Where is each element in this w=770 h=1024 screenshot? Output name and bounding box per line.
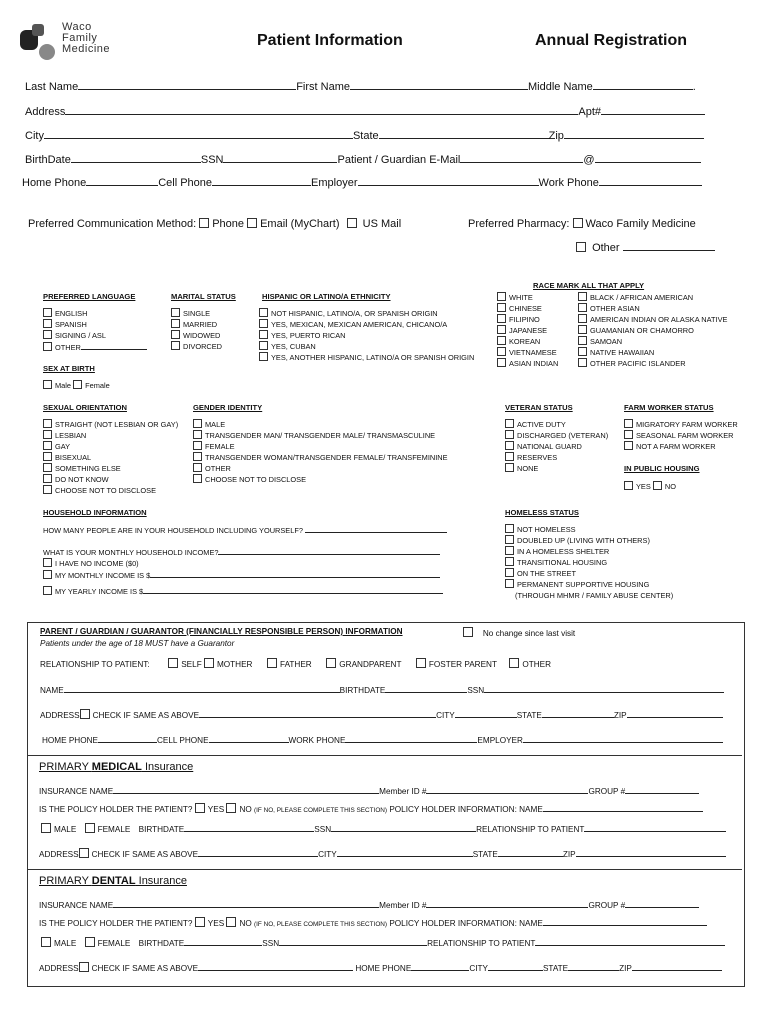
rel-other-checkbox[interactable] [509, 658, 519, 668]
zip-field[interactable] [564, 127, 704, 139]
med-zip-field[interactable] [576, 847, 726, 857]
work-phone-label: Work Phone [538, 177, 599, 189]
homeless-list [505, 524, 673, 601]
den-no-label: NO [239, 919, 252, 928]
orientation-list [43, 419, 178, 496]
relationship-label: RELATIONSHIP TO PATIENT: [40, 660, 150, 669]
g-address-field[interactable] [199, 708, 436, 718]
med-same-label: CHECK IF SAME AS ABOVE [91, 850, 199, 859]
g-employer-field[interactable] [523, 733, 723, 743]
email-label: Patient / Guardian E-Mail [337, 154, 461, 166]
g-work-phone-label: WORK PHONE [288, 736, 346, 745]
homeless-item[interactable]: DOUBLED UP (LIVING WITH OTHERS) [505, 535, 673, 546]
den-member-label: Member ID # [379, 901, 427, 910]
logo-line-2: Family [62, 32, 98, 44]
g-birthdate-field[interactable] [385, 683, 467, 693]
household-header: HOUSEHOLD INFORMATION [43, 508, 147, 517]
race-item[interactable]: ASIAN INDIAN [497, 358, 558, 369]
g-state-field[interactable] [542, 708, 614, 718]
gender-item[interactable]: OTHER [193, 463, 448, 474]
gender-item[interactable]: TRANSGENDER MAN/ TRANSGENDER MALE/ TRANSMASCULINE [193, 430, 448, 441]
rel-other-label: OTHER [522, 660, 552, 669]
household-people-field[interactable] [305, 524, 447, 533]
med-group-label: GROUP # [588, 787, 626, 796]
g-ssn-field[interactable] [484, 683, 724, 693]
language-list [43, 308, 147, 353]
guarantor-header: PARENT / GUARDIAN / GUARANTOR (FINANCIALLY RESPONSIBLE PERSON) INFORMATION [40, 627, 403, 636]
gender-header: GENDER IDENTITY [193, 403, 263, 412]
gender-item[interactable]: FEMALE [193, 441, 448, 452]
race-item[interactable]: WHITE [497, 292, 558, 303]
marital-item[interactable]: SINGLE [171, 308, 222, 319]
homeless-item[interactable]: ON THE STREET [505, 568, 673, 579]
den-member-field[interactable] [426, 898, 588, 908]
pharmacy-other-field[interactable] [623, 239, 715, 251]
med-no-checkbox[interactable] [226, 803, 236, 813]
orientation-item[interactable]: GAY [43, 441, 178, 452]
race-item[interactable]: OTHER ASIAN [578, 303, 727, 314]
race-item[interactable]: NATIVE HAWAIIAN [578, 347, 727, 358]
den-home-phone-label: HOME PHONE [355, 964, 412, 973]
page-title: Patient Information [257, 32, 403, 49]
homeless-note: (THROUGH MHMR / FAMILY ABUSE CENTER) [515, 591, 674, 600]
rel-grandparent-label: GRANDPARENT [339, 660, 402, 669]
den-state-label: STATE [542, 964, 569, 973]
ethnicity-item[interactable]: YES, ANOTHER HISPANIC, LATINO/A OR SPANISH ORIGIN [259, 352, 474, 363]
dental-title: PRIMARY DENTAL Insurance [39, 875, 187, 887]
section-divider [28, 869, 742, 870]
den-ssn-label: SSN [262, 939, 280, 948]
den-no-note: (IF NO, PLEASE COMPLETE THIS SECTION) [254, 921, 388, 928]
homeless-item[interactable]: IN A HOMELESS SHELTER [505, 546, 673, 557]
med-no-note: (IF NO, PLEASE COMPLETE THIS SECTION) [254, 807, 388, 814]
housing-yes-label: YES [636, 482, 651, 491]
med-ssn-field[interactable] [331, 822, 476, 832]
language-item[interactable]: SIGNING / ASL [43, 330, 147, 341]
orientation-item[interactable]: DO NOT KNOW [43, 474, 178, 485]
veteran-header: VETERAN STATUS [505, 403, 573, 412]
veteran-list [505, 419, 608, 474]
farm-item[interactable]: SEASONAL FARM WORKER [624, 430, 738, 441]
work-phone-field[interactable] [599, 174, 702, 186]
pharmacy-wfm-label: Waco Family Medicine [585, 218, 696, 230]
med-member-label: Member ID # [379, 787, 427, 796]
race-item[interactable]: KOREAN [497, 336, 558, 347]
orientation-item[interactable]: SOMETHING ELSE [43, 463, 178, 474]
med-relationship-field[interactable] [584, 822, 726, 832]
middle-name-end: . [692, 81, 696, 93]
den-group-label: GROUP # [588, 901, 626, 910]
housing-no-checkbox[interactable] [653, 481, 662, 490]
comm-phone-label: Phone [212, 218, 245, 230]
sex-male-label: Male [55, 381, 72, 390]
den-state-field[interactable] [568, 961, 619, 971]
med-yes-label: YES [207, 805, 225, 814]
med-zip-label: ZIP [562, 850, 576, 859]
med-female-checkbox[interactable] [85, 823, 95, 833]
city-label: City [25, 130, 44, 142]
sex-header: SEX AT BIRTH [43, 364, 95, 373]
gender-item[interactable]: MALE [193, 419, 448, 430]
rel-grandparent-checkbox[interactable] [326, 658, 336, 668]
den-relationship-field[interactable] [535, 936, 725, 946]
med-female-label: FEMALE [97, 825, 131, 834]
med-address-label: ADDRESS [39, 850, 79, 859]
den-birthdate-field[interactable] [184, 936, 262, 946]
farm-header: FARM WORKER STATUS [624, 403, 714, 412]
page-subtitle: Annual Registration [535, 32, 688, 49]
med-holder-info-label: POLICY HOLDER INFORMATION: NAME [389, 805, 543, 814]
med-state-field[interactable] [498, 847, 563, 857]
sex-male-checkbox[interactable] [43, 380, 52, 389]
g-cell-phone-label: CELL PHONE [156, 736, 209, 745]
race-item[interactable]: OTHER PACIFIC ISLANDER [578, 358, 727, 369]
g-ssn-label: SSN [467, 686, 485, 695]
rel-self-label: SELF [181, 660, 202, 669]
race-list-2 [578, 292, 727, 369]
veteran-item[interactable]: DISCHARGED (VETERAN) [505, 430, 608, 441]
sex-female-label: Female [85, 381, 110, 390]
homeless-item[interactable]: TRANSITIONAL HOUSING [505, 557, 673, 568]
med-ssn-label: SSN [314, 825, 332, 834]
den-city-label: CITY [469, 964, 488, 973]
med-no-label: NO [239, 805, 252, 814]
marital-item[interactable]: WIDOWED [171, 330, 222, 341]
g-employer-label: EMPLOYER [477, 736, 523, 745]
nochange-checkbox[interactable] [463, 627, 473, 637]
med-member-field[interactable] [426, 784, 588, 794]
marital-list [171, 308, 222, 352]
gender-item[interactable]: TRANSGENDER WOMAN/TRANSGENDER FEMALE/ TRANSFEMININE [193, 452, 448, 463]
comm-method-label: Preferred Communication Method: [28, 218, 197, 230]
yearly-income-checkbox[interactable] [43, 586, 52, 595]
monthly-income-label: MY MONTHLY INCOME IS $ [55, 571, 151, 580]
ssn-field[interactable] [223, 151, 337, 163]
comm-mail-label: US Mail [362, 218, 402, 230]
med-relationship-label: RELATIONSHIP TO PATIENT [476, 825, 585, 834]
income-question: WHAT IS YOUR MONTHLY HOUSEHOLD INCOME? [43, 548, 219, 557]
med-ins-field[interactable] [113, 784, 379, 794]
g-same-checkbox[interactable] [80, 709, 90, 719]
den-birthdate-label: BIRTHDATE [138, 939, 185, 948]
ethnicity-item[interactable]: YES, MEXICAN, MEXICAN AMERICAN, CHICANO/A [259, 319, 474, 330]
state-field[interactable] [379, 127, 549, 139]
last-name-label: Last Name [25, 81, 79, 93]
den-ins-label: INSURANCE NAME [39, 901, 114, 910]
med-holder-q: IS THE POLICY HOLDER THE PATIENT? [39, 805, 193, 814]
logo-line-1: Waco [62, 21, 92, 33]
birthdate-field[interactable] [71, 151, 201, 163]
ethnicity-item[interactable]: YES, CUBAN [259, 341, 474, 352]
veteran-item[interactable]: RESERVES [505, 452, 608, 463]
household-people-label: HOW MANY PEOPLE ARE IN YOUR HOUSEHOLD INCLUDING YOURSELF? [43, 526, 303, 535]
den-holder-name-field[interactable] [543, 916, 707, 926]
g-birthdate-label: BIRTHDATE [339, 686, 386, 695]
veteran-item[interactable]: NONE [505, 463, 608, 474]
race-item[interactable]: VIETNAMESE [497, 347, 558, 358]
race-item[interactable]: FILIPINO [497, 314, 558, 325]
yearly-income-label: MY YEARLY INCOME IS $ [55, 587, 144, 596]
rel-mother-label: MOTHER [216, 660, 253, 669]
home-phone-label: Home Phone [22, 177, 87, 189]
rel-foster-checkbox[interactable] [416, 658, 426, 668]
homeless-header: HOMELESS STATUS [505, 508, 579, 517]
language-header: PREFERRED LANGUAGE [43, 292, 136, 301]
first-name-label: First Name [296, 81, 350, 93]
med-city-field[interactable] [337, 847, 473, 857]
den-ins-field[interactable] [113, 898, 379, 908]
med-same-checkbox[interactable] [79, 848, 89, 858]
rel-mother-checkbox[interactable] [204, 658, 214, 668]
g-work-phone-field[interactable] [345, 733, 477, 743]
race-item[interactable]: SAMOAN [578, 336, 727, 347]
g-name-field[interactable] [64, 683, 340, 693]
pharmacy-other-checkbox[interactable] [576, 242, 586, 252]
den-male-checkbox[interactable] [41, 937, 51, 947]
section-divider [28, 755, 742, 756]
rel-foster-label: FOSTER PARENT [428, 660, 497, 669]
med-birthdate-label: BIRTHDATE [138, 825, 185, 834]
den-yes-checkbox[interactable] [195, 917, 205, 927]
orientation-item[interactable]: STRAIGHT (NOT LESBIAN OR GAY) [43, 419, 178, 430]
den-no-checkbox[interactable] [226, 917, 236, 927]
den-female-checkbox[interactable] [85, 937, 95, 947]
pharmacy-label: Preferred Pharmacy: [468, 218, 570, 230]
race-item[interactable]: AMERICAN INDIAN OR ALASKA NATIVE [578, 314, 727, 325]
clinic-logo [18, 22, 113, 62]
den-holder-info-label: POLICY HOLDER INFORMATION: NAME [389, 919, 543, 928]
gender-list [193, 419, 448, 485]
city-field[interactable] [44, 127, 353, 139]
den-same-checkbox[interactable] [79, 962, 89, 972]
housing-yes-checkbox[interactable] [624, 481, 633, 490]
ssn-label: SSN [200, 154, 224, 166]
race-item[interactable]: JAPANESE [497, 325, 558, 336]
middle-name-label: Middle Name [527, 81, 593, 93]
first-name-field[interactable] [350, 78, 528, 90]
g-zip-label: ZIP [613, 711, 627, 720]
language-item[interactable]: SPANISH [43, 319, 147, 330]
race-item[interactable]: BLACK / AFRICAN AMERICAN [578, 292, 727, 303]
logo-mark-icon [18, 22, 58, 62]
veteran-item[interactable]: ACTIVE DUTY [505, 419, 608, 430]
comm-phone-checkbox[interactable] [199, 218, 209, 228]
last-name-field[interactable] [78, 78, 296, 90]
marital-item[interactable]: DIVORCED [171, 341, 222, 352]
med-address-field[interactable] [198, 847, 318, 857]
den-relationship-label: RELATIONSHIP TO PATIENT [427, 939, 536, 948]
med-group-field[interactable] [625, 784, 699, 794]
yearly-income-field[interactable] [143, 585, 443, 594]
den-yes-label: YES [207, 919, 225, 928]
ethnicity-item[interactable]: YES, PUERTO RICAN [259, 330, 474, 341]
ethnicity-list [259, 308, 474, 363]
g-state-label: STATE [516, 711, 542, 720]
race-item[interactable]: GUAMANIAN OR CHAMORRO [578, 325, 727, 336]
no-income-checkbox[interactable] [43, 558, 52, 567]
den-ssn-field[interactable] [279, 936, 427, 946]
g-name-label: NAME [40, 686, 64, 695]
middle-name-field[interactable] [593, 78, 693, 90]
med-holder-name-field[interactable] [543, 802, 703, 812]
med-male-checkbox[interactable] [41, 823, 51, 833]
rel-father-checkbox[interactable] [267, 658, 277, 668]
farm-item[interactable]: NOT A FARM WORKER [624, 441, 738, 452]
med-birthdate-field[interactable] [184, 822, 314, 832]
med-male-label: MALE [54, 825, 77, 834]
comm-email-label: Email (MyChart) [260, 218, 340, 230]
ethnicity-item[interactable]: NOT HISPANIC, LATINO/A, OR SPANISH ORIGIN [259, 308, 474, 319]
orientation-item[interactable]: CHOOSE NOT TO DISCLOSE [43, 485, 178, 496]
g-zip-field[interactable] [627, 708, 723, 718]
g-city-label: CITY [436, 711, 455, 720]
homeless-item[interactable]: PERMANENT SUPPORTIVE HOUSING [505, 579, 673, 590]
med-state-label: STATE [472, 850, 498, 859]
email-domain-field[interactable] [595, 151, 701, 163]
language-item[interactable]: ENGLISH [43, 308, 147, 319]
g-cell-phone-field[interactable] [209, 733, 289, 743]
rel-self-checkbox[interactable] [168, 658, 178, 668]
den-male-label: MALE [54, 939, 77, 948]
med-yes-checkbox[interactable] [195, 803, 205, 813]
den-same-label: CHECK IF SAME AS ABOVE [91, 964, 199, 973]
state-label: State [352, 130, 379, 142]
nochange-label: No change since last visit [482, 629, 576, 638]
orientation-header: SEXUAL ORIENTATION [43, 403, 127, 412]
pharmacy-other-label: Other [592, 242, 620, 254]
address-label: Address [25, 106, 66, 118]
monthly-income-checkbox[interactable] [43, 570, 52, 579]
housing-no-label: NO [664, 482, 676, 491]
email-at: @ [583, 154, 595, 166]
comm-email-checkbox[interactable] [247, 218, 257, 228]
g-city-field[interactable] [455, 708, 517, 718]
birthdate-label: BirthDate [25, 154, 71, 166]
den-group-field[interactable] [625, 898, 699, 908]
apt-field[interactable] [601, 103, 705, 115]
med-ins-label: INSURANCE NAME [39, 787, 114, 796]
den-address-field[interactable] [198, 961, 353, 971]
monthly-income-field[interactable] [150, 569, 440, 578]
homeless-item[interactable]: NOT HOMELESS [505, 524, 673, 535]
marital-item[interactable]: MARRIED [171, 319, 222, 330]
apt-label: Apt# [578, 106, 601, 118]
farm-list [624, 419, 738, 452]
den-address-label: ADDRESS [39, 964, 79, 973]
den-city-field[interactable] [488, 961, 543, 971]
gender-item[interactable]: CHOOSE NOT TO DISCLOSE [193, 474, 448, 485]
g-same-label: CHECK IF SAME AS ABOVE [92, 711, 200, 720]
marital-header: MARITAL STATUS [171, 292, 236, 301]
den-zip-field[interactable] [632, 961, 722, 971]
zip-label: Zip [548, 130, 564, 142]
housing-header: IN PUBLIC HOUSING [624, 464, 700, 473]
address-field[interactable] [65, 103, 578, 115]
income-question-field[interactable] [218, 546, 440, 555]
logo-line-3: Medicine [62, 43, 111, 55]
race-header: RACE MARK ALL THAT APPLY [533, 281, 645, 290]
veteran-item[interactable]: NATIONAL GUARD [505, 441, 608, 452]
medical-title: PRIMARY MEDICAL Insurance [39, 761, 194, 773]
sex-female-checkbox[interactable] [73, 380, 82, 389]
rel-father-label: FATHER [280, 660, 312, 669]
cell-phone-field[interactable] [212, 174, 311, 186]
race-list-1 [497, 292, 558, 369]
g-address-label: ADDRESS [40, 711, 80, 720]
no-income-label: I HAVE NO INCOME ($0) [55, 559, 139, 568]
language-other-field[interactable] [81, 341, 147, 350]
den-zip-label: ZIP [619, 964, 632, 973]
pharmacy-wfm-checkbox[interactable] [573, 218, 583, 228]
farm-item[interactable]: MIGRATORY FARM WORKER [624, 419, 738, 430]
den-holder-q: IS THE POLICY HOLDER THE PATIENT? [39, 919, 193, 928]
race-item[interactable]: CHINESE [497, 303, 558, 314]
comm-mail-checkbox[interactable] [347, 218, 357, 228]
orientation-item[interactable]: LESBIAN [43, 430, 178, 441]
language-item[interactable]: OTHER [43, 341, 147, 353]
med-city-label: CITY [318, 850, 337, 859]
den-female-label: FEMALE [97, 939, 131, 948]
employer-label: Employer [311, 177, 358, 189]
den-home-phone-field[interactable] [411, 961, 469, 971]
g-home-phone-label: HOME PHONE [42, 736, 98, 745]
orientation-item[interactable]: BISEXUAL [43, 452, 178, 463]
home-phone-field[interactable] [86, 174, 158, 186]
g-home-phone-field[interactable] [98, 733, 157, 743]
email-field[interactable] [460, 151, 583, 163]
cell-phone-label: Cell Phone [158, 177, 213, 189]
guarantor-subtitle: Patients under the age of 18 MUST have a Guarantor [40, 639, 235, 648]
employer-field[interactable] [358, 174, 539, 186]
ethnicity-header: HISPANIC OR LATINO/A ETHNICITY [262, 292, 391, 301]
